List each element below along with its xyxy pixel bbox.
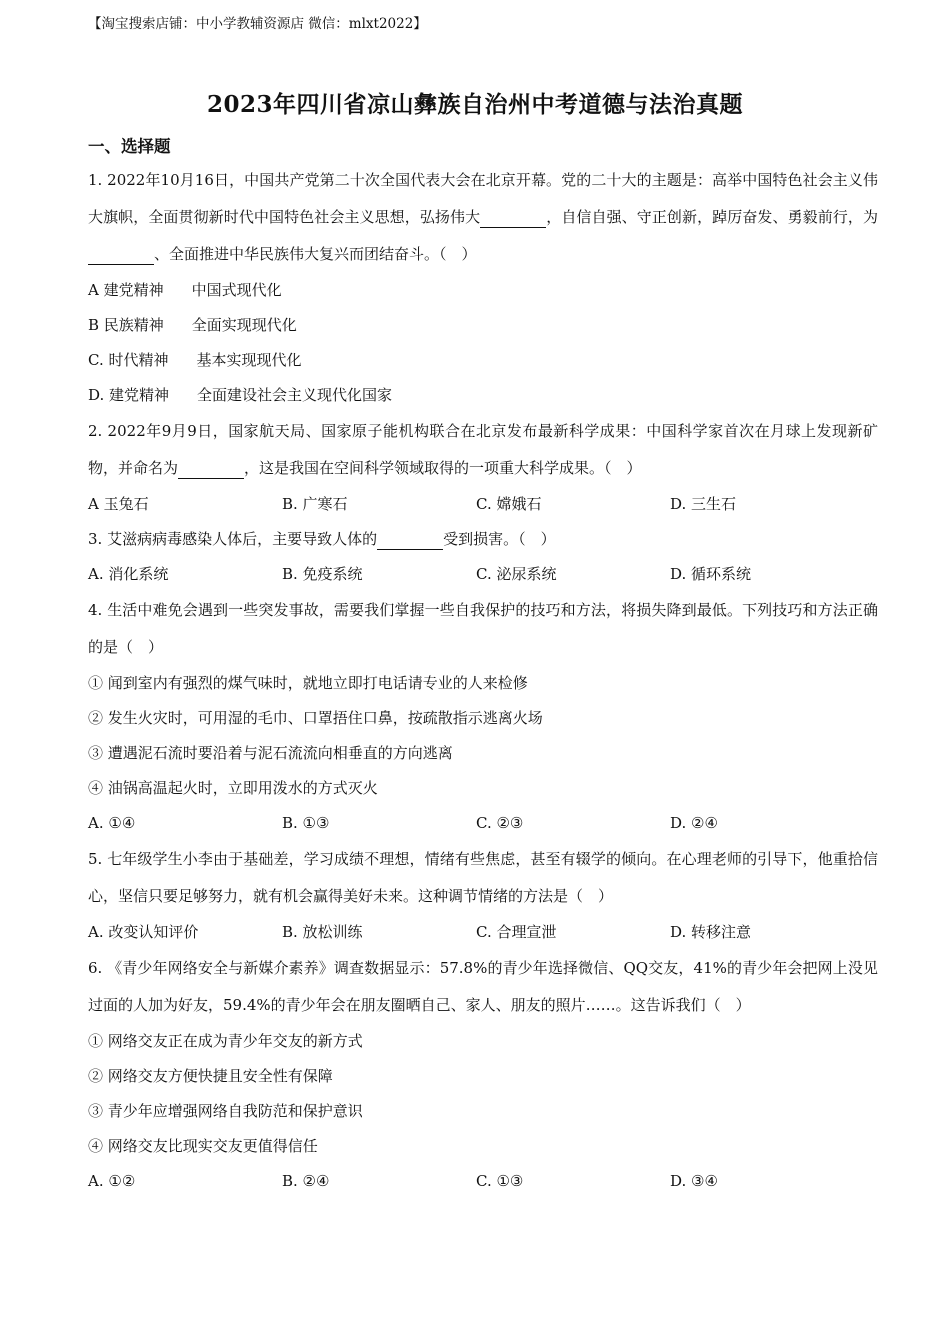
option-d: D. 循环系统: [670, 565, 752, 583]
header-note: 【淘宝搜索店铺：中小学教辅资源店 微信：mlxt2022】: [88, 16, 427, 32]
question-3-stem: [88, 522, 878, 557]
question-4-item-1: ① 闻到室内有强烈的煤气味时，就地立即打电话请专业的人来检修: [88, 674, 528, 692]
question-6-options: [88, 1164, 878, 1199]
question-6-item-4: ④ 网络交友比现实交友更值得信任: [88, 1137, 318, 1155]
option-d: D. ②④: [670, 814, 718, 832]
question-4-stem: 4. 生活中难免会遇到一些突发事故，需要我们掌握一些自我保护的技巧和方法，将损失降到最低。下列技巧和方法正确的是（ ）: [88, 601, 878, 656]
section-heading: 一、选择题: [88, 137, 171, 156]
question-3-part1: 3. 艾滋病病毒感染人体后，主要导致人体的: [88, 530, 378, 548]
question-6-item-1: ① 网络交友正在成为青少年交友的新方式: [88, 1032, 363, 1050]
exam-content: [88, 132, 878, 1199]
answer-blank: [377, 531, 443, 550]
question-2-stem: [88, 413, 878, 487]
question-6-item-2: ② 网络交友方便快捷且安全性有保障: [88, 1067, 333, 1085]
question-2-options: [88, 487, 878, 522]
question-2-part1: 2. 2022年9月9日，国家航天局、国家原子能机构联合在北京发布最新科学成果：中国科学家首次在月球上发现新矿物，并命名为: [88, 422, 878, 477]
question-1-option-c: [88, 343, 878, 378]
option-text: 中国式现代化: [191, 281, 282, 299]
option-c: C. ②③: [476, 814, 524, 832]
question-6-item-3: ③ 青少年应增强网络自我防范和保护意识: [88, 1102, 363, 1120]
option-d: D. ③④: [670, 1172, 718, 1190]
question-4-item-3: ③ 遭遇泥石流时要沿着与泥石流流向相垂直的方向逃离: [88, 744, 453, 762]
question-4-item-2: ② 发生火灾时，可用湿的毛巾、口罩捂住口鼻，按疏散指示逃离火场: [88, 709, 543, 727]
option-c: C. 合理宣泄: [476, 923, 557, 941]
option-b: B. 放松训练: [282, 923, 363, 941]
option-b: B. ①③: [282, 814, 330, 832]
question-5-stem: 5. 七年级学生小李由于基础差，学习成绩不理想，情绪有些焦虑，甚至有辍学的倾向。在心理老师的引导下，他重拾信心，坚信只要足够努力，就有机会赢得美好未来。这种调节情绪的方法是（ ）: [88, 850, 878, 905]
question-4-options: [88, 806, 878, 841]
option-b: B. 广寒石: [282, 495, 348, 513]
answer-blank: [480, 209, 546, 228]
option-text: 基本实现现代化: [196, 351, 302, 369]
option-a: A. ①②: [88, 1172, 136, 1190]
page-title: 2023年四川省凉山彝族自治州中考道德与法治真题: [206, 91, 743, 118]
option-d: D. 三生石: [670, 495, 737, 513]
option-text: 全面实现现代化: [191, 316, 297, 334]
question-1-stem: [88, 162, 878, 273]
question-1-part2: ，自信自强、守正创新，踔厉奋发、勇毅前行，为: [546, 208, 878, 226]
option-c: C. 泌尿系统: [476, 565, 557, 583]
option-c: C. ①③: [476, 1172, 524, 1190]
question-1-option-a: [88, 273, 878, 308]
option-a: A 玉兔石: [88, 495, 149, 513]
question-2-part2: ，这是我国在空间科学领域取得的一项重大科学成果。（ ）: [244, 459, 642, 477]
option-label: C. 时代精神: [88, 351, 169, 369]
answer-blank: [178, 460, 244, 479]
question-5-options: [88, 915, 878, 950]
option-label: B 民族精神: [88, 316, 164, 334]
answer-blank: [88, 246, 154, 265]
question-3-part2: 受到损害。（ ）: [443, 530, 556, 548]
option-b: B. ②④: [282, 1172, 330, 1190]
question-1-option-b: [88, 308, 878, 343]
option-b: B. 免疫系统: [282, 565, 363, 583]
question-1-part3: 、全面推进中华民族伟大复兴而团结奋斗。（ ）: [154, 245, 477, 263]
option-a: A. 消化系统: [88, 565, 169, 583]
option-a: A. 改变认知评价: [88, 923, 199, 941]
option-text: 全面建设社会主义现代化国家: [197, 386, 393, 404]
option-d: D. 转移注意: [670, 923, 752, 941]
option-label: D. 建党精神: [88, 386, 170, 404]
option-a: A. ①④: [88, 814, 136, 832]
option-c: C. 嫦娥石: [476, 495, 542, 513]
question-1-option-d: [88, 378, 878, 413]
question-6-stem: 6. 《青少年网络安全与新媒介素养》调查数据显示：57.8%的青少年选择微信、QQ交友，41%的青少年会把网上没见过面的人加为好友，59.4%的青少年会在朋友圈晒自己、家人、朋友的照片……。这告诉我们（ ）: [88, 959, 878, 1014]
question-1-part1: 1. 2022年10月16日，中国共产党第二十次全国代表大会在北京开幕。党的二十大的主题是：高举中国特色社会主义伟大旗帜，全面贯彻新时代中国特色社会主义思想，弘扬伟大: [88, 171, 878, 226]
question-4-item-4: ④ 油锅高温起火时，立即用泼水的方式灭火: [88, 779, 378, 797]
option-label: A 建党精神: [88, 281, 164, 299]
question-3-options: [88, 557, 878, 592]
